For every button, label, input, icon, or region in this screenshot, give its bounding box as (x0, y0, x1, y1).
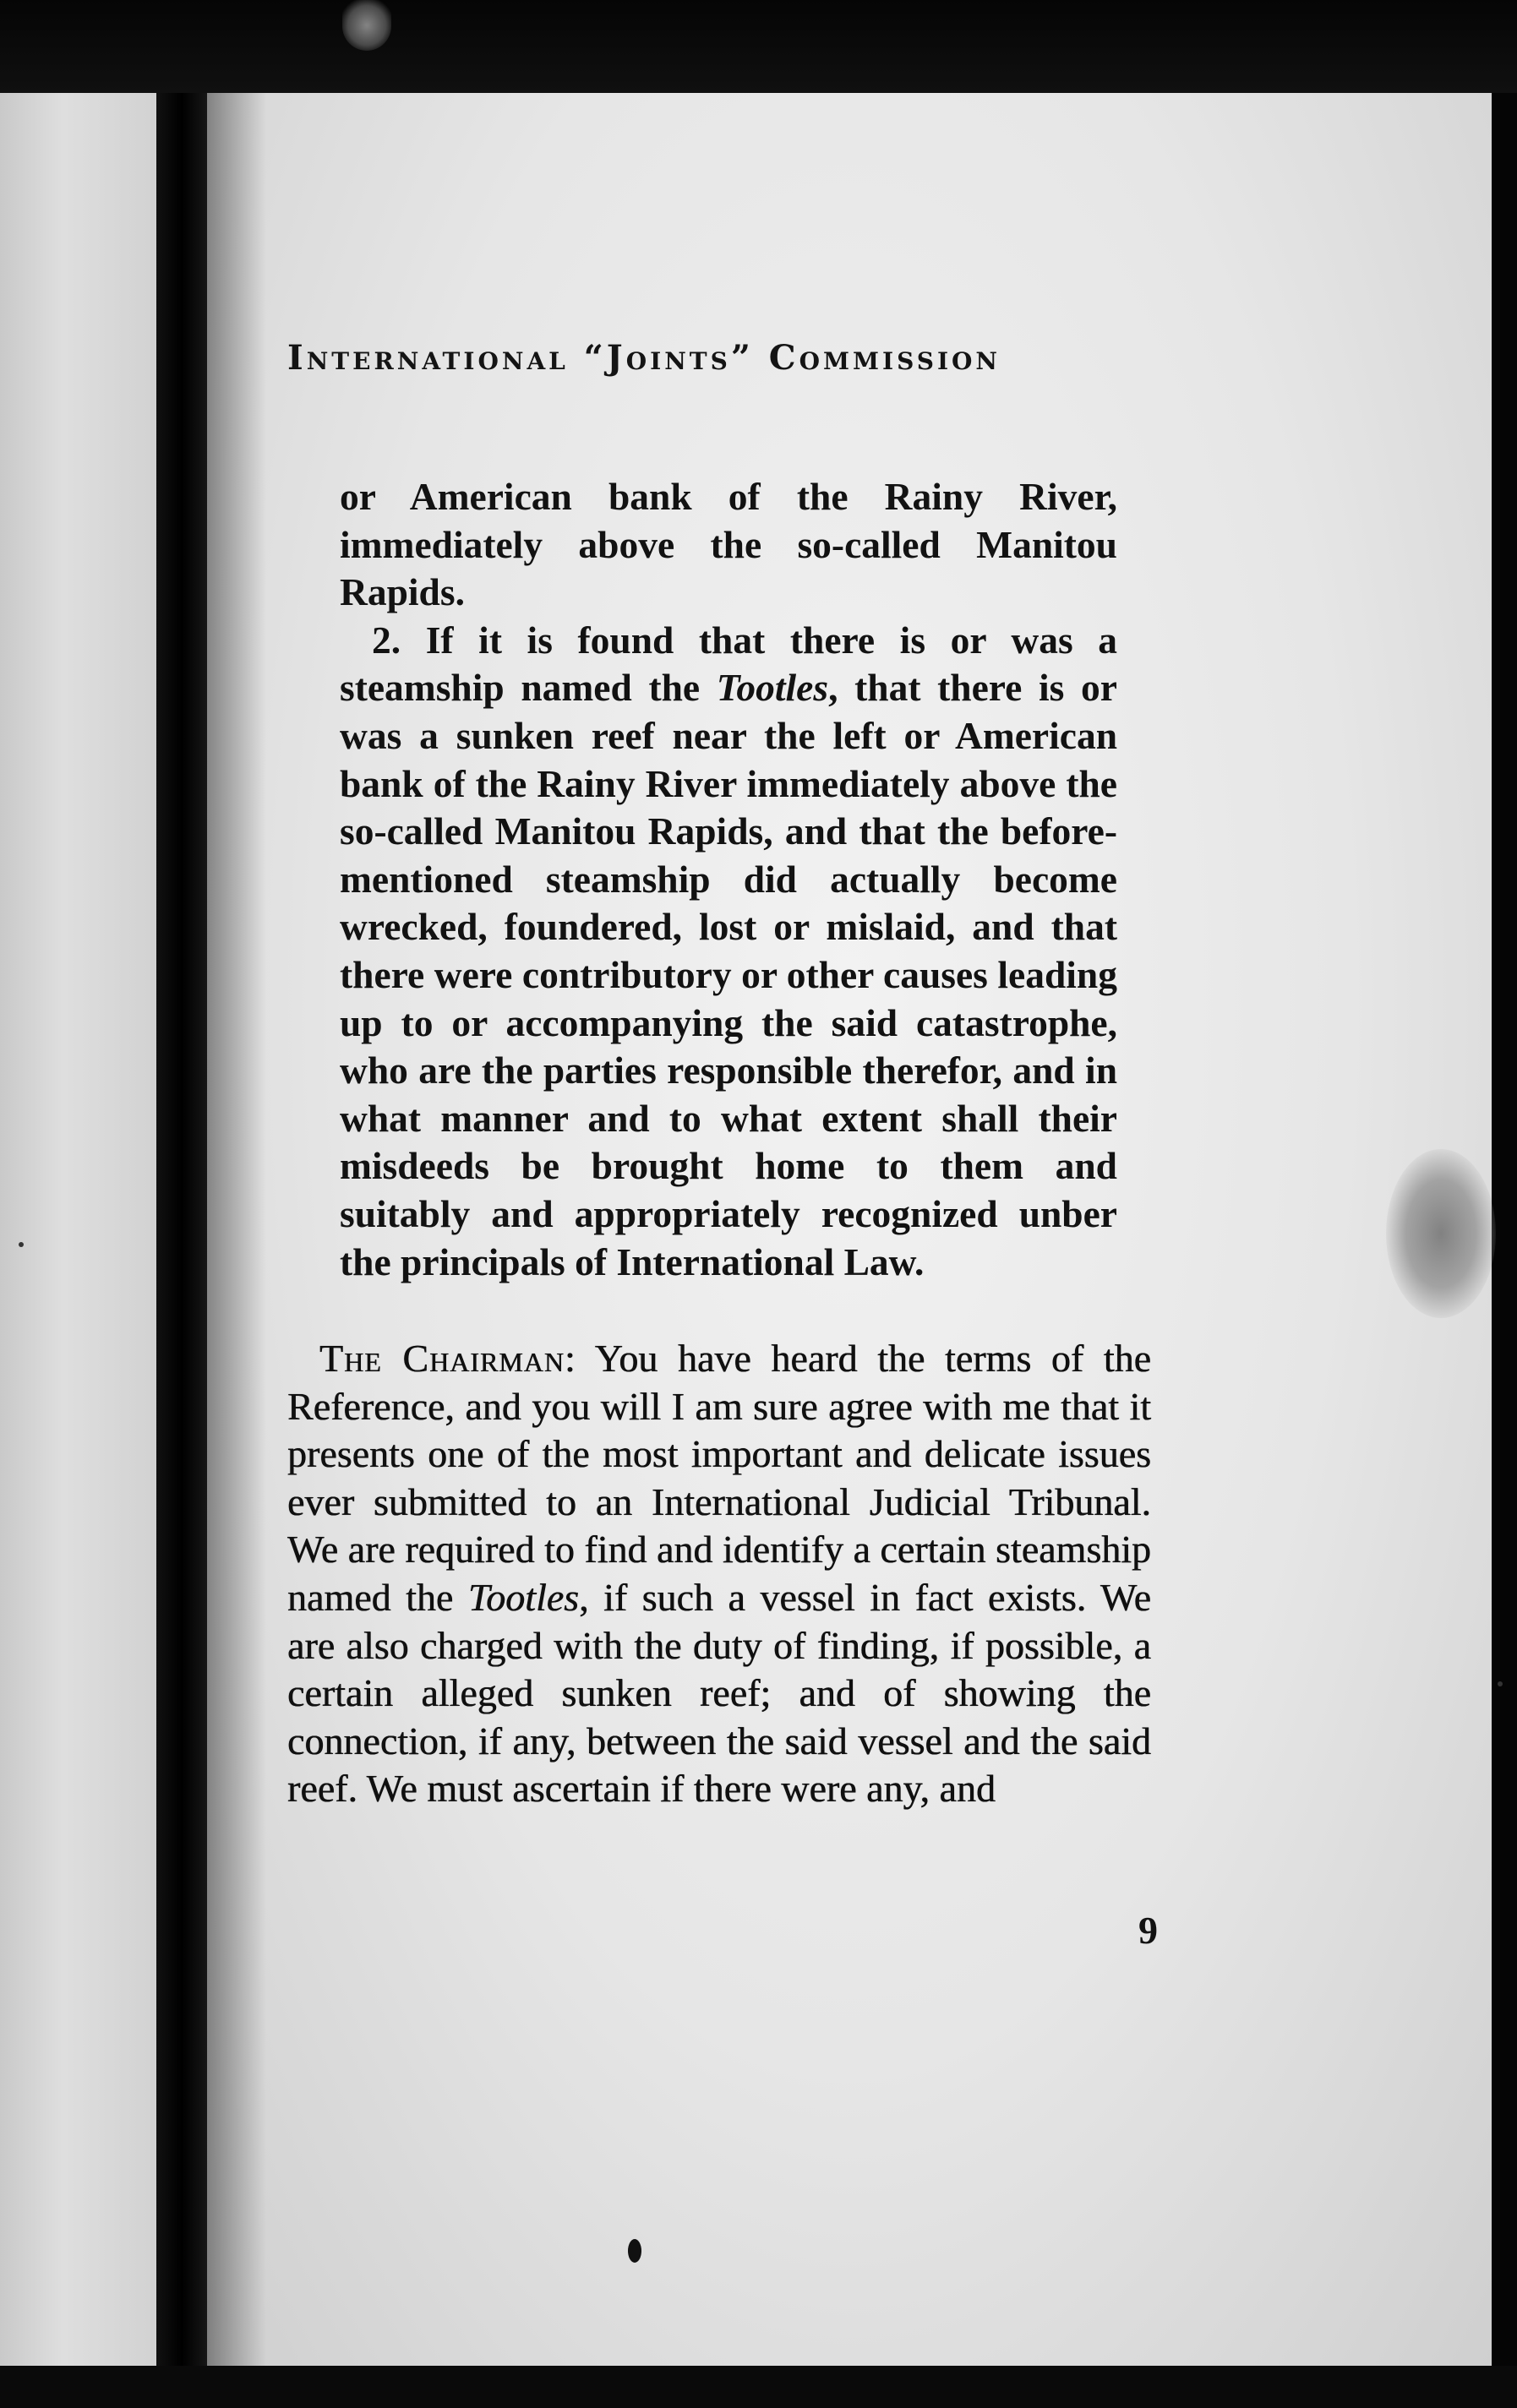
clause-number: 2. (372, 618, 401, 662)
gutter-shadow (207, 93, 266, 2366)
film-frame-top (0, 0, 1517, 101)
book-gutter (156, 93, 207, 2366)
dust-speck (19, 1242, 24, 1247)
film-frame-right (1492, 93, 1517, 2408)
page-stain (1386, 1149, 1496, 1318)
page-number: 9 (1138, 1909, 1158, 1952)
clause-2 (340, 617, 1117, 1286)
reference-clauses (340, 473, 1117, 1286)
chairman-text-a: You have heard the terms of the Reference, and you will I am sure agree with me that it presents one of the most important and delicate issues ever submitted to an International Judicial Tribunal. We are required to find and identify a certain steamship named the (287, 1337, 1152, 1619)
ink-blot (628, 2239, 641, 2263)
chairman-speech (287, 1335, 1151, 1813)
dust-speck (1498, 1681, 1503, 1686)
ship-name: Tootles (716, 666, 829, 710)
speaker-label: The Chairman: (319, 1337, 576, 1380)
clause-2-text-b: , that there is or was a sunken reef near the left or American bank of the Rainy River immediately above the so-called Manitou Rapids, and that the before-mentioned steamship did actually become wrecked, foundered, lost or mislaid, and that there were contributory or other causes leading up to or accompanying the said catastrophe, who are the parties responsible therefor, and in what manner and to what extent shall their misdeeds be brought home to them and suitably and appropriately recognized unber the principals of International Law. (340, 666, 1118, 1283)
film-frame-bottom (0, 2366, 1517, 2408)
running-header: International “Joints” Commission (287, 338, 1001, 378)
chairman-paragraph (287, 1335, 1151, 1813)
clause-2-text-a: If it is found that there is or was a steamship named the (340, 618, 1117, 710)
chairman-text-b: , if such a vessel in fact exists. We are also charged with the duty of finding, if possible, a certain alleged sunken reef; and of showing the connection, if any, between the said vessel and the said reef. We must ascertain if there were any, and (287, 1575, 1152, 1811)
facing-page-edge (0, 93, 156, 2366)
film-smudge (342, 0, 391, 51)
clause-continuation: or American bank of the Rainy River, immediately above the so-called Manitou Rapids. (340, 475, 1117, 614)
ship-name: Tootles (467, 1575, 580, 1619)
